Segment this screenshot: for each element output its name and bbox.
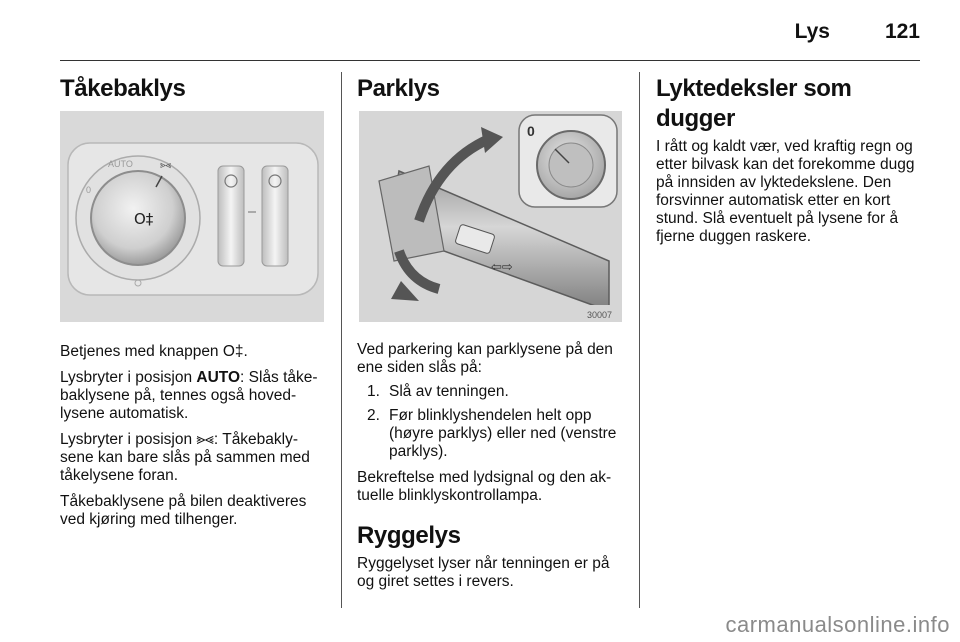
turn-arrows-icon: ⇦⇨: [491, 260, 513, 275]
section-title: Lys: [794, 20, 830, 43]
list-item: 1. Slå av tenningen.: [367, 383, 509, 400]
figure-light-switch: [60, 111, 324, 322]
knob-zero-label: 0: [527, 123, 535, 139]
page-number: 121: [884, 20, 920, 43]
heading-takebaklys: Tåkebaklys: [60, 75, 186, 102]
column-parklys-text: [357, 333, 627, 591]
auto-label: AUTO: [108, 159, 133, 169]
watermark: carmanualsonline.info: [725, 612, 950, 637]
fog-light-icon: O‡: [134, 210, 154, 228]
zero-label: 0: [86, 185, 92, 195]
figure-number: 30007: [587, 310, 613, 320]
column-separator-2: [639, 72, 640, 608]
ryggelys-text: Ryggelyset lyser når tenningen er på og giret settes i revers.: [357, 555, 610, 590]
paragraph-button: Betjenes med knappen O‡.: [60, 343, 248, 360]
parklys-intro: Ved parkering kan parklysene på den ene siden slås på:: [357, 341, 613, 376]
column-lyktedeksler: [656, 74, 922, 246]
page-header: [60, 16, 920, 46]
paragraph-fog-position: Lysbryter i posisjon ⪢⪡: Tåkebakly-sene kan bare slås på sammen med tåkelysene foran.: [60, 431, 310, 484]
fog-position-symbol: ⪢⪡: [196, 431, 214, 448]
parklys-steps: [357, 383, 627, 461]
column-fog-light-text: [60, 335, 328, 529]
column-parklys: [357, 74, 623, 104]
low-beam-icon: ⪢⪡: [160, 160, 172, 171]
list-item: 2. Før blinklyshendelen helt opp (høyre parklys) eller ned (venstre parklys).: [367, 407, 617, 460]
paragraph-trailer: Tåkebaklysene på bilen deaktiveres ved kjøring med tilhenger.: [60, 493, 307, 528]
turn-signal-illustration: [359, 111, 622, 322]
header-rule: [60, 60, 920, 61]
column-separator-1: [341, 72, 342, 608]
figure-turn-signal-lever: [359, 111, 622, 322]
parklys-confirm: Bekreftelse med lydsignal og den ak-tuelle blinklyskontrollampa.: [357, 469, 612, 504]
heading-lyktedeksler: Lyktedeksler som dugger: [656, 75, 852, 132]
auto-bold: AUTO: [196, 369, 241, 386]
heading-ryggelys: Ryggelys: [357, 522, 461, 549]
paragraph-auto: Lysbryter i posisjon AUTO: Slås tåke-baklysene på, tennes også hoved-lysene automatisk.: [60, 369, 318, 422]
light-switch-illustration: [60, 111, 324, 322]
column-fog-light: [60, 74, 326, 104]
fog-light-symbol: O‡.: [222, 343, 248, 360]
heading-parklys: Parklys: [357, 75, 440, 102]
lyktedeksler-text: I rått og kaldt vær, ved kraftig regn og etter bilvask kan det forekomme dugg på innsiden av lyktedekslene. Den forsvinner automatisk etter en kort stund. Slå eventuelt på lysene for å fjerne duggen raskere.: [656, 138, 915, 245]
